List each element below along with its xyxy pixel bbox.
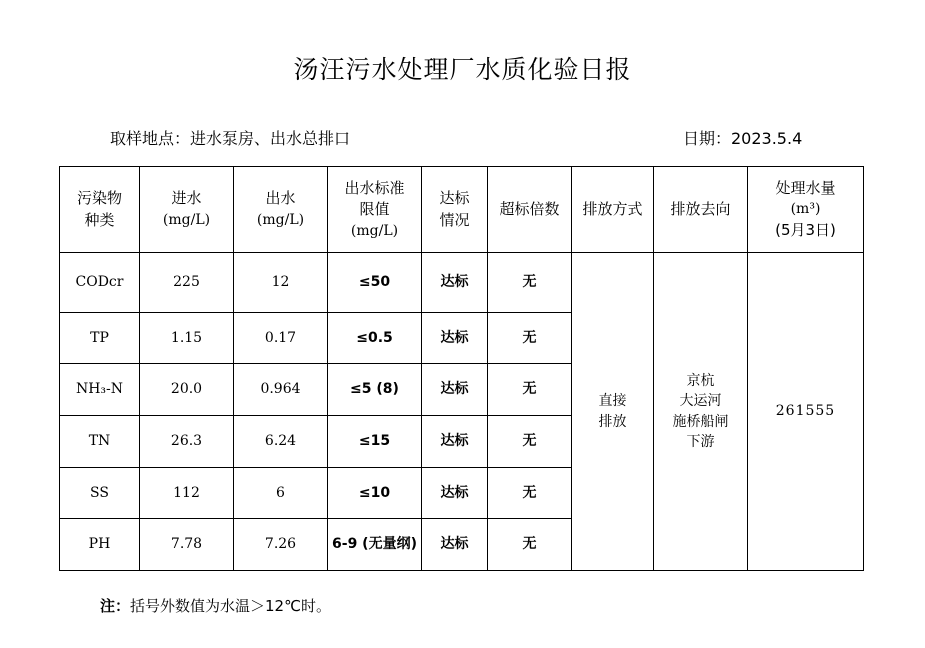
page-title: 汤汪污水处理厂水质化验日报 — [293, 55, 632, 84]
pollutant-cell: SS — [60, 468, 140, 519]
exceed-cell: 无 — [488, 313, 572, 364]
effluent-cell: 0.964 — [234, 364, 328, 416]
header-pollutant: 污染物 种类 — [60, 167, 140, 253]
effluent-cell: 0.17 — [234, 313, 328, 364]
pollutant-cell: TP — [60, 313, 140, 364]
header-discharge-destination: 排放去向 — [654, 167, 748, 253]
effluent-cell: 6 — [234, 468, 328, 519]
treated-volume-value: 261555 — [748, 253, 864, 571]
pollutant-cell: NH₃-N — [60, 364, 140, 416]
header-treated-volume: 处理水量 (m³) (5月3日) — [748, 167, 864, 253]
effluent-cell: 6.24 — [234, 416, 328, 468]
effluent-cell: 12 — [234, 253, 328, 313]
header-row — [60, 167, 864, 253]
header-exceed-ratio: 超标倍数 — [488, 167, 572, 253]
footnote — [100, 595, 331, 616]
compliance-cell: 达标 — [422, 519, 488, 571]
exceed-cell: 无 — [488, 253, 572, 313]
limit-cell: ≤0.5 — [328, 313, 422, 364]
header-limit: 出水标准 限值 (mg/L) — [328, 167, 422, 253]
header-compliance: 达标 情况 — [422, 167, 488, 253]
influent-cell: 7.78 — [140, 519, 234, 571]
compliance-cell: 达标 — [422, 364, 488, 416]
exceed-cell: 无 — [488, 468, 572, 519]
pollutant-cell: CODcr — [60, 253, 140, 313]
compliance-cell: 达标 — [422, 253, 488, 313]
sampling-location: 取样地点：进水泵房、出水总排口 — [110, 129, 351, 148]
discharge-destination-cell: 京杭 大运河 施桥船闸 下游 — [654, 253, 748, 571]
header-influent: 进水 (mg/L) — [140, 167, 234, 253]
limit-cell: ≤10 — [328, 468, 422, 519]
table-row — [60, 253, 864, 313]
limit-cell: ≤50 — [328, 253, 422, 313]
influent-cell: 26.3 — [140, 416, 234, 468]
report-date: 日期：2023.5.4 — [683, 129, 803, 148]
limit-cell: 6-9 (无量纲) — [328, 519, 422, 571]
influent-cell: 1.15 — [140, 313, 234, 364]
exceed-cell: 无 — [488, 416, 572, 468]
footnote-text: 括号外数值为水温＞12℃时。 — [130, 597, 331, 615]
header-discharge-method: 排放方式 — [572, 167, 654, 253]
discharge-method-cell: 直接 排放 — [572, 253, 654, 571]
compliance-cell: 达标 — [422, 468, 488, 519]
influent-cell: 112 — [140, 468, 234, 519]
exceed-cell: 无 — [488, 364, 572, 416]
footnote-lead: 注： — [100, 597, 131, 615]
influent-cell: 20.0 — [140, 364, 234, 416]
effluent-cell: 7.26 — [234, 519, 328, 571]
pollutant-cell: TN — [60, 416, 140, 468]
limit-cell: ≤5 (8) — [328, 364, 422, 416]
water-quality-table — [59, 166, 864, 571]
pollutant-cell: PH — [60, 519, 140, 571]
compliance-cell: 达标 — [422, 313, 488, 364]
exceed-cell: 无 — [488, 519, 572, 571]
limit-cell: ≤15 — [328, 416, 422, 468]
header-effluent: 出水 (mg/L) — [234, 167, 328, 253]
compliance-cell: 达标 — [422, 416, 488, 468]
influent-cell: 225 — [140, 253, 234, 313]
